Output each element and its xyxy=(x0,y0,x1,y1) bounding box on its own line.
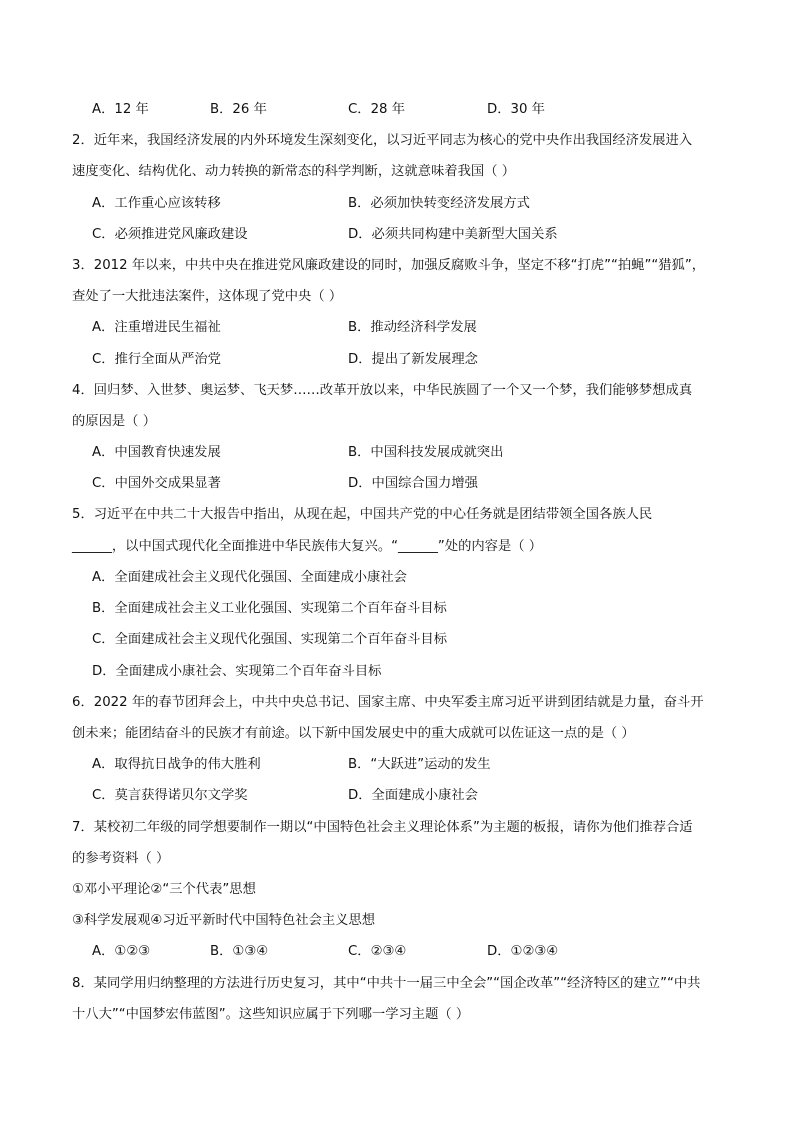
q3-option-c: C．推行全面从严治党 xyxy=(92,352,221,367)
q1-option-a: A．12 年 xyxy=(92,102,149,117)
q4-option-d: D．中国综合国力增强 xyxy=(348,476,478,491)
q5-stem-line2: ______，以中国式现代化全面推进中华民族伟大复兴。“______”处的内容是（ ） xyxy=(72,539,543,554)
q1-option-c: C．28 年 xyxy=(348,102,406,117)
q4-option-c: C．中国外交成果显著 xyxy=(92,476,221,491)
q4-stem-line1: 4．回归梦、入世梦、奥运梦、飞天梦……改革开放以来，中华民族圆了一个又一个梦，我们能够梦想成真 xyxy=(72,383,693,398)
q6-option-b: B．“大跃进”运动的发生 xyxy=(348,757,491,772)
q6-stem-line2: 创未来；能团结奋斗的民族才有前途。以下新中国发展史中的重大成就可以佐证这一点的是（ ） xyxy=(72,726,635,741)
q7-option-a: A．①②③ xyxy=(92,944,151,959)
q7-sub-line1: ①邓小平理论②“三个代表”思想 xyxy=(72,882,256,897)
q5-option-a: A．全面建成社会主义现代化强国、全面建成小康社会 xyxy=(92,570,407,585)
q6-option-c: C．莫言获得诺贝尔文学奖 xyxy=(92,788,248,803)
q2-option-a: A．工作重心应该转移 xyxy=(92,196,221,211)
q1-option-d: D．30 年 xyxy=(487,102,545,117)
q4-option-b: B．中国科技发展成就突出 xyxy=(348,445,504,460)
q3-option-a: A．注重增进民生福祉 xyxy=(92,320,221,335)
q5-option-c: C．全面建成社会主义现代化强国、实现第二个百年奋斗目标 xyxy=(92,632,448,647)
q7-option-c: C．②③④ xyxy=(348,944,407,959)
q7-option-b: B．①③④ xyxy=(210,944,269,959)
q2-stem-line1: 2．近年来，我国经济发展的内外环境发生深刻变化，以习近平同志为核心的党中央作出我国经济发展进入 xyxy=(72,133,693,148)
q6-stem-line1: 6．2022 年的春节团拜会上，中共中央总书记、国家主席、中央军委主席习近平讲到团结就是力量，奋斗开 xyxy=(72,695,704,710)
q5-stem-line1: 5．习近平在中共二十大报告中指出，从现在起，中国共产党的中心任务就是团结带领全国各族人民 xyxy=(72,507,653,522)
q2-option-c: C．必须推进党风廉政建设 xyxy=(92,227,248,242)
q4-stem-line2: 的原因是（ ） xyxy=(72,414,157,429)
q7-stem-line2: 的参考资料（ ） xyxy=(72,851,170,866)
q8-stem-line1: 8．某同学用归纳整理的方法进行历史复习，其中“中共十一届三中全会”“国企改革”“经济特区的建立”“中共 xyxy=(72,976,701,991)
q4-option-a: A．中国教育快速发展 xyxy=(92,445,221,460)
q7-option-d: D．①②③④ xyxy=(487,944,559,959)
q5-option-b: B．全面建成社会主义工业化强国、实现第二个百年奋斗目标 xyxy=(92,601,447,616)
q2-option-d: D．必须共同构建中美新型大国关系 xyxy=(348,227,558,242)
q7-sub-line2: ③科学发展观④习近平新时代中国特色社会主义思想 xyxy=(72,913,376,928)
q6-option-d: D．全面建成小康社会 xyxy=(348,788,478,803)
q3-option-b: B．推动经济科学发展 xyxy=(348,320,477,335)
q1-option-b: B．26 年 xyxy=(210,102,267,117)
q3-stem-line1: 3．2012 年以来，中共中央在推进党风廉政建设的同时，加强反腐败斗争，坚定不移“打虎”“拍蝇”“猎狐”， xyxy=(72,258,706,273)
q3-stem-line2: 查处了一大批违法案件，这体现了党中央（ ） xyxy=(72,289,343,304)
q2-stem-line2: 速度变化、结构优化、动力转换的新常态的科学判断，这就意味着我国（ ） xyxy=(72,164,516,179)
q8-stem-line2: 十八大”“中国梦宏伟蓝图”。这些知识应属于下列哪一学习主题（ ） xyxy=(72,1007,470,1022)
q3-option-d: D．提出了新发展理念 xyxy=(348,352,478,367)
q5-option-d: D．全面建成小康社会、实现第二个百年奋斗目标 xyxy=(92,664,382,679)
q6-option-a: A．取得抗日战争的伟大胜利 xyxy=(92,757,261,772)
q2-option-b: B．必须加快转变经济发展方式 xyxy=(348,196,530,211)
q7-stem-line1: 7．某校初二年级的同学想要制作一期以“中国特色社会主义理论体系”为主题的板报，请你为他们推荐合适 xyxy=(72,820,693,835)
